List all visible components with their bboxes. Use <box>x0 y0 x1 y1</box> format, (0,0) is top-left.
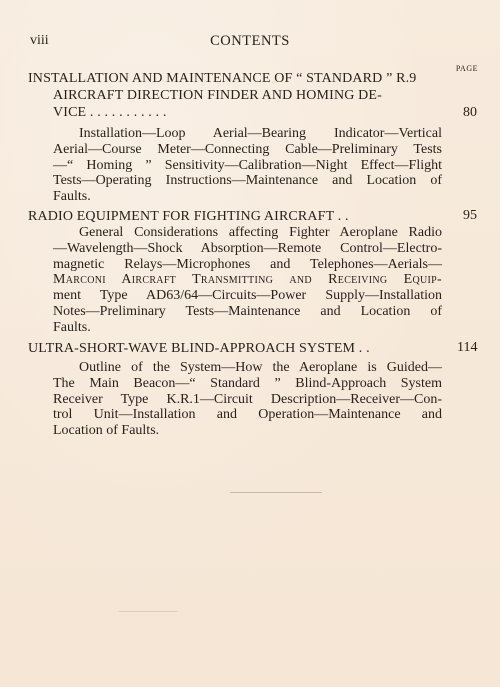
toc-entry-blind-approach <box>28 340 442 439</box>
description-line: The Main Beacon—“ Standard ” Blind-Approach System <box>53 375 442 391</box>
description-line: magnetic Relays—Microphones and Telephones—Aerials— <box>53 256 442 272</box>
entry-title-line: ULTRA-SHORT-WAVE BLIND-APPROACH SYSTEM . . <box>28 341 370 356</box>
description-line: Notes—Preliminary Tests—Maintenance and Location of <box>53 303 442 319</box>
entry-title <box>28 340 442 357</box>
entry-title <box>28 208 442 225</box>
entry-title-line: VICE . . . . . . . . . . . <box>53 105 167 120</box>
entry-title <box>28 70 442 121</box>
entry-description <box>28 360 442 439</box>
page-column-label: PAGE <box>455 64 478 73</box>
toc-entry-installation <box>28 70 442 205</box>
entry-description <box>28 126 442 205</box>
folio-number: viii <box>30 33 49 48</box>
description-line: Faults. <box>53 319 91 335</box>
description-line: Tests—Operating Instructions—Maintenance and Location of <box>53 173 442 189</box>
description-line: General Considerations affecting Fighter Aeroplane Radio <box>79 225 442 240</box>
description-line: Location of Faults. <box>53 423 160 439</box>
description-line: —Wavelength—Shock Absorption—Remote Control—Electro- <box>53 240 442 256</box>
description-line: Faults. <box>53 189 91 205</box>
entry-title-line: INSTALLATION AND MAINTENANCE OF “ STANDARD ” R.9 <box>28 71 417 86</box>
paper-mark <box>230 492 322 493</box>
description-line: ment Type AD63/64—Circuits—Power Supply—Installation <box>53 288 442 304</box>
entry-title-line: AIRCRAFT DIRECTION FINDER AND HOMING DE- <box>53 88 382 103</box>
description-line: Outline of the System—How the Aeroplane is Guided— <box>79 360 442 375</box>
description-line: Marconi Aircraft Transmitting and Receiving Equip- <box>53 272 442 288</box>
entry-page-number: 114 <box>457 340 478 355</box>
toc-entry-fighting-aircraft <box>28 208 442 336</box>
entry-title-line: RADIO EQUIPMENT FOR FIGHTING AIRCRAFT . . <box>28 209 349 224</box>
entry-page-number: 80 <box>463 105 477 120</box>
description-line: Installation—Loop Aerial—Bearing Indicator—Vertical <box>79 126 442 141</box>
entry-description <box>28 225 442 336</box>
description-line: —“ Homing ” Sensitivity—Calibration—Night Effect—Flight <box>53 157 442 173</box>
page-title: CONTENTS <box>210 33 290 49</box>
paper-mark <box>118 611 178 612</box>
description-line: trol Unit—Installation and Operation—Maintenance and <box>53 407 442 423</box>
description-line: Aerial—Course Meter—Connecting Cable—Preliminary Tests <box>53 141 442 157</box>
description-line: Receiver Type K.R.1—Circuit Description—Receiver—Con- <box>53 391 442 407</box>
entry-page-number: 95 <box>463 208 477 223</box>
